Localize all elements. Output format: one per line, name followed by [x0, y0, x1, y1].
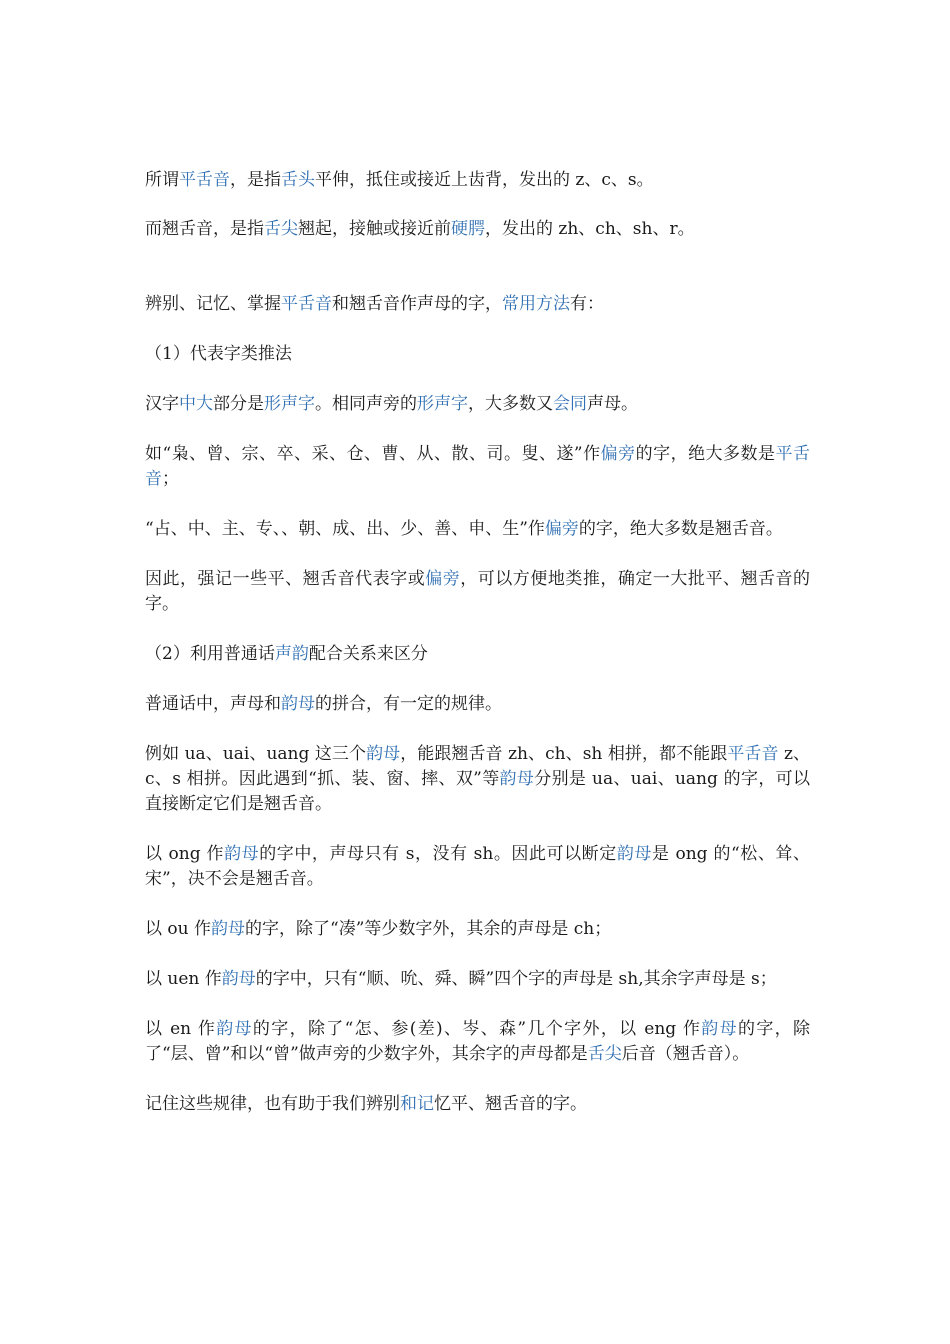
paragraph: [145, 742, 810, 817]
text-run: 忆平、翘舌音的字。: [434, 1094, 587, 1114]
paragraph: [145, 217, 810, 242]
text-run: （2）利用普通话: [145, 644, 275, 664]
text-run: 以 ong 作: [145, 844, 225, 864]
paragraph: [145, 442, 810, 492]
link-text[interactable]: 韵母: [366, 744, 401, 764]
text-run: 如“枭、曾、宗、卒、采、仓、曹、从、散、司。叟、遂”作: [145, 444, 601, 464]
link-text[interactable]: 硬腭: [451, 219, 485, 239]
text-run: 的字，除了“凑”等少数字外，其余的声母是 ch；: [245, 919, 612, 939]
text-run: ；: [162, 469, 179, 489]
text-run: 是 ong 的“松、耸、宋”，决不会是翘舌音。: [145, 844, 810, 889]
link-text[interactable]: 韵母: [281, 694, 315, 714]
text-run: 的拼合，有一定的规律。: [315, 694, 502, 714]
text-run: ，能跟翘舌音 zh、ch、sh 相拼，都不能跟: [400, 744, 728, 764]
link-text[interactable]: 韵母: [211, 919, 245, 939]
text-run: ，是指: [230, 170, 281, 190]
paragraph: [145, 392, 810, 417]
text-run: 分别是 ua、uai、uang 的字，可以直接断定它们是翘舌音。: [145, 769, 811, 814]
link-text[interactable]: 舌尖: [587, 1044, 622, 1064]
link-text[interactable]: 韵母: [216, 1019, 253, 1039]
paragraph: [145, 842, 810, 892]
paragraph: [145, 567, 810, 617]
link-text[interactable]: 中大: [179, 394, 213, 414]
paragraph: [145, 692, 810, 717]
text-run: 的字，绝大多数是: [635, 444, 776, 464]
link-text[interactable]: 偏旁: [544, 519, 579, 539]
text-run: （1）代表字类推法: [145, 344, 292, 364]
text-run: 后音（翘舌音）。: [621, 1044, 750, 1064]
paragraph: [145, 917, 810, 942]
link-text[interactable]: 韵母: [701, 1019, 738, 1039]
link-text[interactable]: 平舌音: [281, 294, 332, 314]
link-text[interactable]: 会同: [553, 394, 587, 414]
text-run: 以 ou 作: [145, 919, 211, 939]
document-body: [145, 168, 810, 1117]
link-text[interactable]: 韵母: [221, 969, 256, 989]
text-run: 辨别、记忆、掌握: [145, 294, 281, 314]
text-run: 配合关系来区分: [308, 644, 428, 664]
text-run: 的字，除了“层、曾”和以“曾”做声旁的少数字外，其余字的声母都是: [145, 1019, 811, 1064]
text-run: 部分是: [213, 394, 264, 414]
text-run: 汉字: [145, 394, 179, 414]
link-text[interactable]: 平舌音: [727, 744, 779, 764]
link-text[interactable]: 平舌音: [179, 170, 230, 190]
link-text[interactable]: 偏旁: [425, 569, 461, 589]
paragraph: [145, 517, 810, 542]
link-text[interactable]: 偏旁: [600, 444, 636, 464]
text-run: 以 en 作: [145, 1019, 217, 1039]
link-text[interactable]: 常用方法: [502, 294, 570, 314]
link-text[interactable]: 舌头: [281, 170, 315, 190]
link-text[interactable]: 形声字: [264, 394, 315, 414]
text-run: 的字中，只有“顺、吮、舜、瞬”四个字的声母是 sh,其余字声母是 s；: [255, 969, 777, 989]
section-heading: [145, 642, 810, 667]
paragraph: [145, 1017, 810, 1067]
text-run: 翘起，接触或接近前: [298, 219, 451, 239]
section-heading: [145, 342, 810, 367]
link-text[interactable]: 形声字: [417, 394, 468, 414]
link-text[interactable]: 韵母: [224, 844, 260, 864]
text-run: 所谓: [145, 170, 179, 190]
text-run: 平伸，抵住或接近上齿背，发出的 z、c、s。: [315, 170, 654, 190]
text-run: 以 uen 作: [145, 969, 222, 989]
paragraph: [145, 292, 810, 317]
text-run: 因此，强记一些平、翘舌音代表字或: [145, 569, 426, 589]
text-run: 记住这些规律，也有助于我们辨别: [145, 1094, 400, 1114]
link-text[interactable]: 韵母: [616, 844, 652, 864]
text-run: 的字，绝大多数是翘舌音。: [578, 519, 783, 539]
text-run: ，大多数又: [468, 394, 553, 414]
text-run: ，发出的 zh、ch、sh、r。: [485, 219, 695, 239]
link-text[interactable]: 韵母: [499, 769, 535, 789]
paragraph: [145, 1092, 810, 1117]
text-run: 普通话中，声母和: [145, 694, 281, 714]
text-run: 的字中，声母只有 s，没有 sh。因此可以断定: [259, 844, 617, 864]
text-run: 有：: [570, 294, 604, 314]
link-text[interactable]: 和记: [400, 1094, 434, 1114]
text-run: 声母。: [587, 394, 638, 414]
text-run: 。相同声旁的: [315, 394, 417, 414]
text-run: 例如 ua、uai、uang 这三个: [145, 744, 367, 764]
paragraph: [145, 967, 810, 992]
link-text[interactable]: 平舌音: [145, 444, 811, 489]
text-run: “占、中、主、专、、朝、成、出、少、善、申、生”作: [145, 519, 545, 539]
paragraph: [145, 168, 810, 193]
text-run: 和翘舌音作声母的字，: [332, 294, 502, 314]
text-run: ，可以方便地类推，确定一大批平、翘舌音的字。: [145, 569, 811, 614]
link-text[interactable]: 舌尖: [264, 219, 298, 239]
text-run: 的字，除了“怎、参(差)、岑、森”几个字外，以 eng 作: [252, 1019, 702, 1039]
text-run: z、c、s 相拼。因此遇到“抓、装、窗、摔、双”等: [145, 744, 811, 789]
text-run: 而翘舌音，是指: [145, 219, 264, 239]
link-text[interactable]: 声韵: [274, 644, 309, 664]
